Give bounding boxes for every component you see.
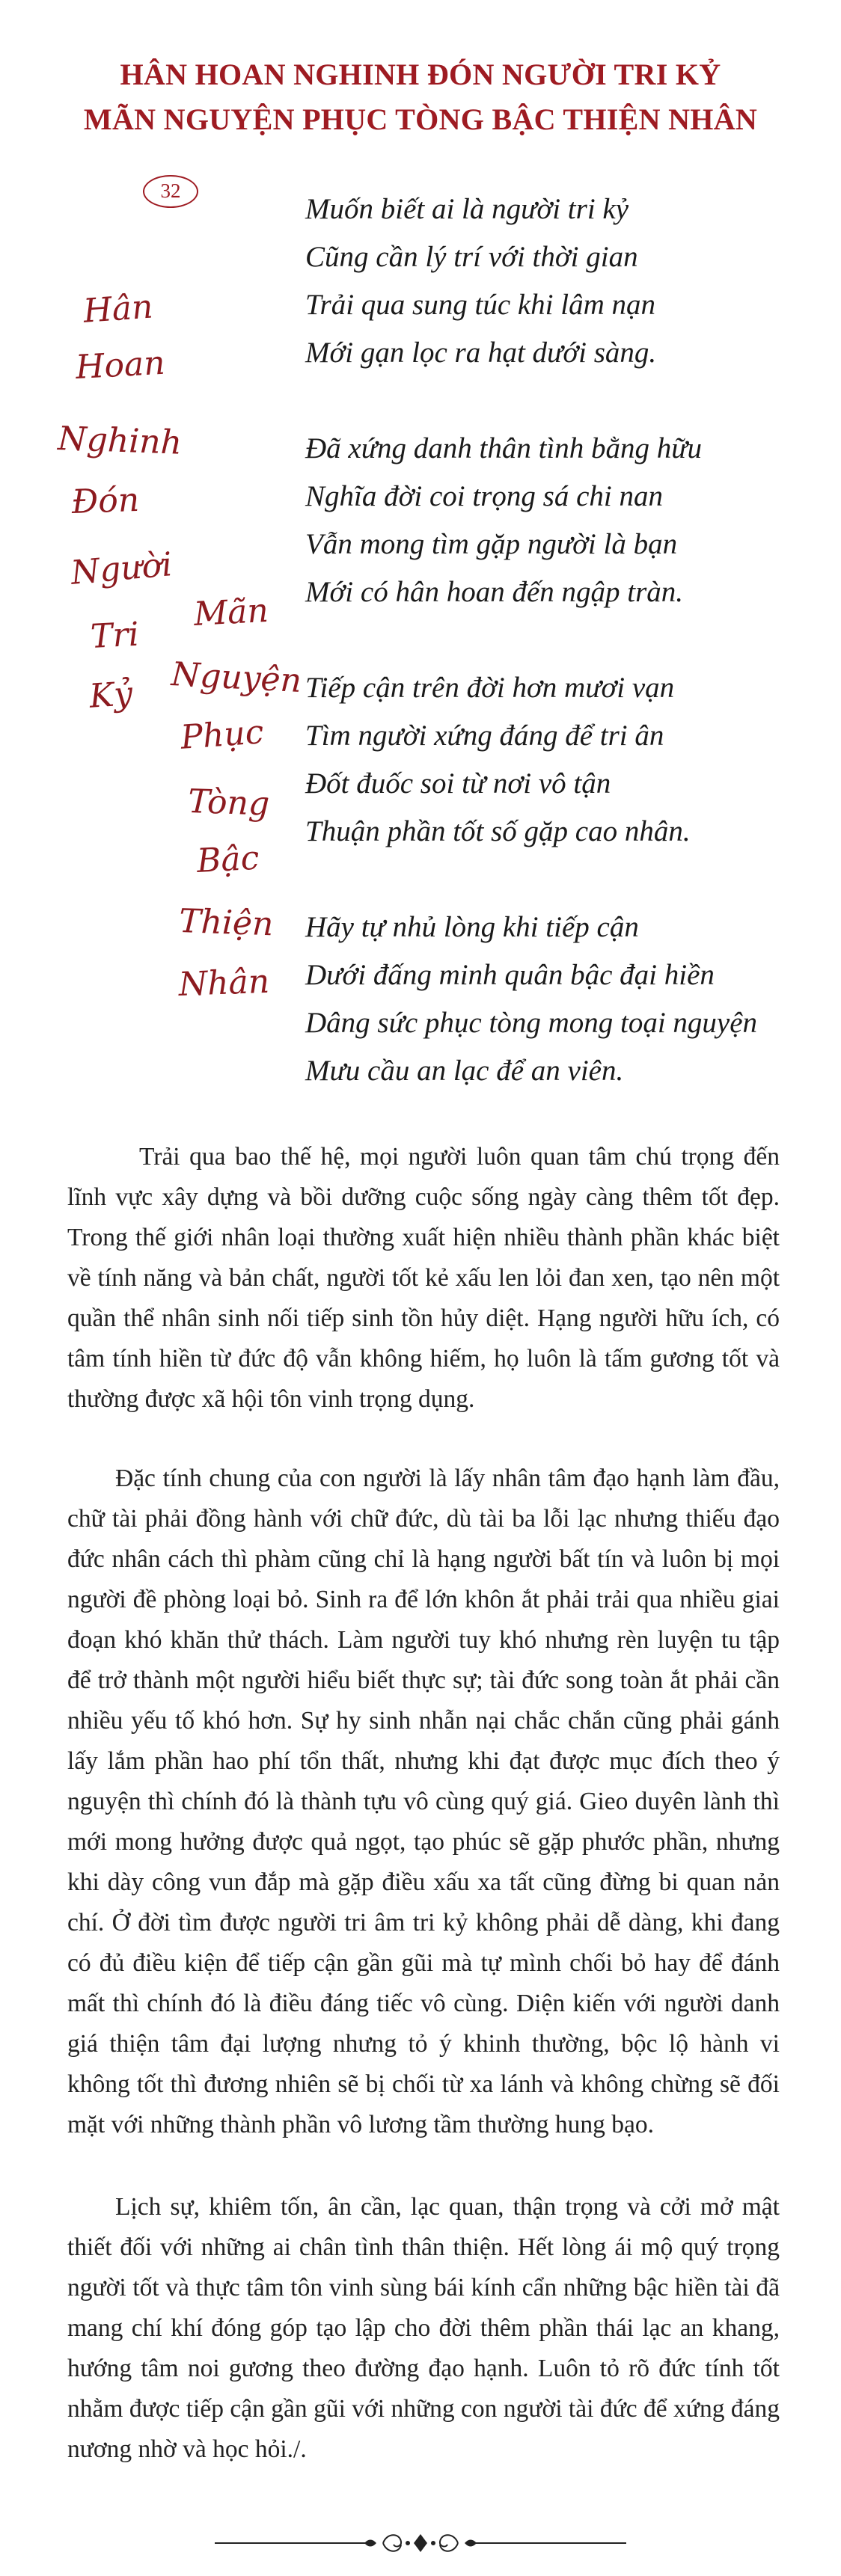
title-line-1: HÂN HOAN NGHINH ĐÓN NGƯỜI TRI KỶ bbox=[120, 58, 721, 91]
calligraphy-bac: Bậc bbox=[195, 838, 260, 880]
calligraphy-thien: Thiện bbox=[178, 902, 275, 944]
poem-line: Mới gạn lọc ra hạt dưới sàng. bbox=[305, 337, 657, 369]
poem-line: Dâng sức phục tòng mong toại nguyện bbox=[305, 1007, 758, 1039]
poem-line: Trải qua sung túc khi lâm nạn bbox=[305, 289, 656, 321]
calligraphy-phuc: Phục bbox=[179, 713, 265, 757]
ornament-divider bbox=[215, 2528, 626, 2558]
poem-line: Muốn biết ai là người tri kỷ bbox=[305, 193, 629, 225]
calligraphy-ky: Kỷ bbox=[88, 674, 134, 716]
calligraphy-nhan: Nhân bbox=[177, 962, 270, 1004]
poem-stanza-1 bbox=[305, 185, 814, 377]
calligraphy-hoan: Hoan bbox=[74, 343, 166, 387]
calligraphy-man: Mãn bbox=[192, 591, 269, 634]
calligraphy-nguyen: Nguyện bbox=[170, 655, 303, 701]
calligraphy-nghinh: Nghinh bbox=[57, 420, 183, 462]
calligraphy-tong: Tòng bbox=[187, 782, 271, 824]
calligraphy-han: Hân bbox=[82, 287, 155, 331]
poem-line: Tìm người xứng đáng để tri ân bbox=[305, 720, 664, 752]
calligraphy-nguoi: Người bbox=[69, 545, 174, 592]
calligraphy-don: Đón bbox=[70, 480, 140, 521]
page-title bbox=[0, 52, 841, 142]
title-line-2: MÃN NGUYỆN PHỤC TÒNG BẬC THIỆN NHÂN bbox=[83, 102, 758, 136]
poem-line: Dưới đấng minh quân bậc đại hiền bbox=[305, 959, 715, 991]
poem-line: Mưu cầu an lạc để an viên. bbox=[305, 1055, 624, 1087]
prose-paragraph-2: Đặc tính chung của con người là lấy nhân tâm đạo hạnh làm đầu, chữ tài phải đồng hành với chữ đức, dù tài ba lỗi lạc nhưng thiếu đạo đức nhân cách thì phàm cũng chỉ là hạng người bất tín và luôn bị mọi người đề phòng loại bỏ. Sinh ra để lớn khôn ắt phải trải qua nhiều giai đoạn khó khăn thử thách. Làm người tuy khó nhưng rèn luyện tu tập để trở thành một người hiểu biết thực sự; tài đức song toàn ắt phải cần nhiều yếu tố khó hơn. Sự hy sinh nhẫn nại chắc chắn cũng phải gánh lấy lắm phần hao phí tổn thất, nhưng khi đạt được mục đích theo ý nguyện thì chính đó là thành tựu vô cùng quý giá. Gieo duyên lành thì mới mong hưởng được quả ngọt, tạo phúc sẽ gặp phước phần, nhưng khi dày công vun đắp mà gặp điều xấu xa tất cũng đừng bi quan nản chí. Ở đời tìm được người tri âm tri kỷ không phải dễ dàng, khi đang có đủ điều kiện để tiếp cận gần gũi mà tự mình chối bỏ hay để đánh mất thì chính đó là điều đáng tiếc vô cùng. Diện kiến với người danh giá thiện tâm đại lượng nhưng tỏ ý khinh thường, bộc lộ hành vi không tốt thì đương nhiên sẽ bị chối từ xa lánh và không chừng sẽ đối mặt với những thành phần vô lương tầm thường hung bạo. bbox=[67, 1465, 780, 2138]
poem-stanza-2 bbox=[305, 425, 814, 616]
poem-line: Nghĩa đời coi trọng sá chi nan bbox=[305, 480, 663, 512]
calligraphy-tri: Tri bbox=[89, 615, 140, 656]
prose-paragraph-3: Lịch sự, khiêm tốn, ân cần, lạc quan, thận trọng và cởi mở mật thiết đối với những ai chân tình thân thiện. Hết lòng ái mộ quý trọng người tốt và thực tâm tôn vinh sùng bái kính cẩn những bậc hiền tài đã mang chí khí đóng góp tạo lập cho đời thêm phần thái lạc an khang, hướng tâm noi gương theo đường đạo hạnh. Luôn tỏ rõ đức tính tốt nhằm được tiếp cận gần gũi với những con người tài đức để xứng đáng nương nhờ và học hỏi./. bbox=[67, 2193, 780, 2463]
poem-line: Vẫn mong tìm gặp người là bạn bbox=[305, 528, 678, 560]
poem-line: Thuận phần tốt số gặp cao nhân. bbox=[305, 815, 691, 847]
poem-line: Mới có hân hoan đến ngập tràn. bbox=[305, 576, 684, 608]
poem-stanza-3 bbox=[305, 664, 814, 856]
poem-line: Tiếp cận trên đời hơn mươi vạn bbox=[305, 672, 675, 704]
prose-paragraph-1: Trải qua bao thế hệ, mọi người luôn quan tâm chú trọng đến lĩnh vực xây dựng và bồi dưỡng cuộc sống ngày càng thêm tốt đẹp. Trong thế giới nhân loại thường xuất hiện nhiều thành phần khác biệt về tính năng và bản chất, người tốt kẻ xấu len lỏi đan xen, tạo nên một quần thể nhân sinh nối tiếp sinh tồn hủy diệt. Hạng người hữu ích, có tâm tính hiền từ đức độ vẫn không hiếm, họ luôn là tấm gương tốt và thường được xã hội tôn vinh trọng dụng. bbox=[67, 1143, 780, 1413]
poem-stanza-4 bbox=[305, 904, 814, 1095]
poem-line: Hãy tự nhủ lòng khi tiếp cận bbox=[305, 911, 639, 943]
poem-line: Đốt đuốc soi từ nơi vô tận bbox=[305, 767, 611, 800]
poem-line: Cũng cần lý trí với thời gian bbox=[305, 241, 638, 273]
poem-line: Đã xứng danh thân tình bằng hữu bbox=[305, 432, 703, 464]
page-number-badge: 32 bbox=[143, 175, 198, 208]
